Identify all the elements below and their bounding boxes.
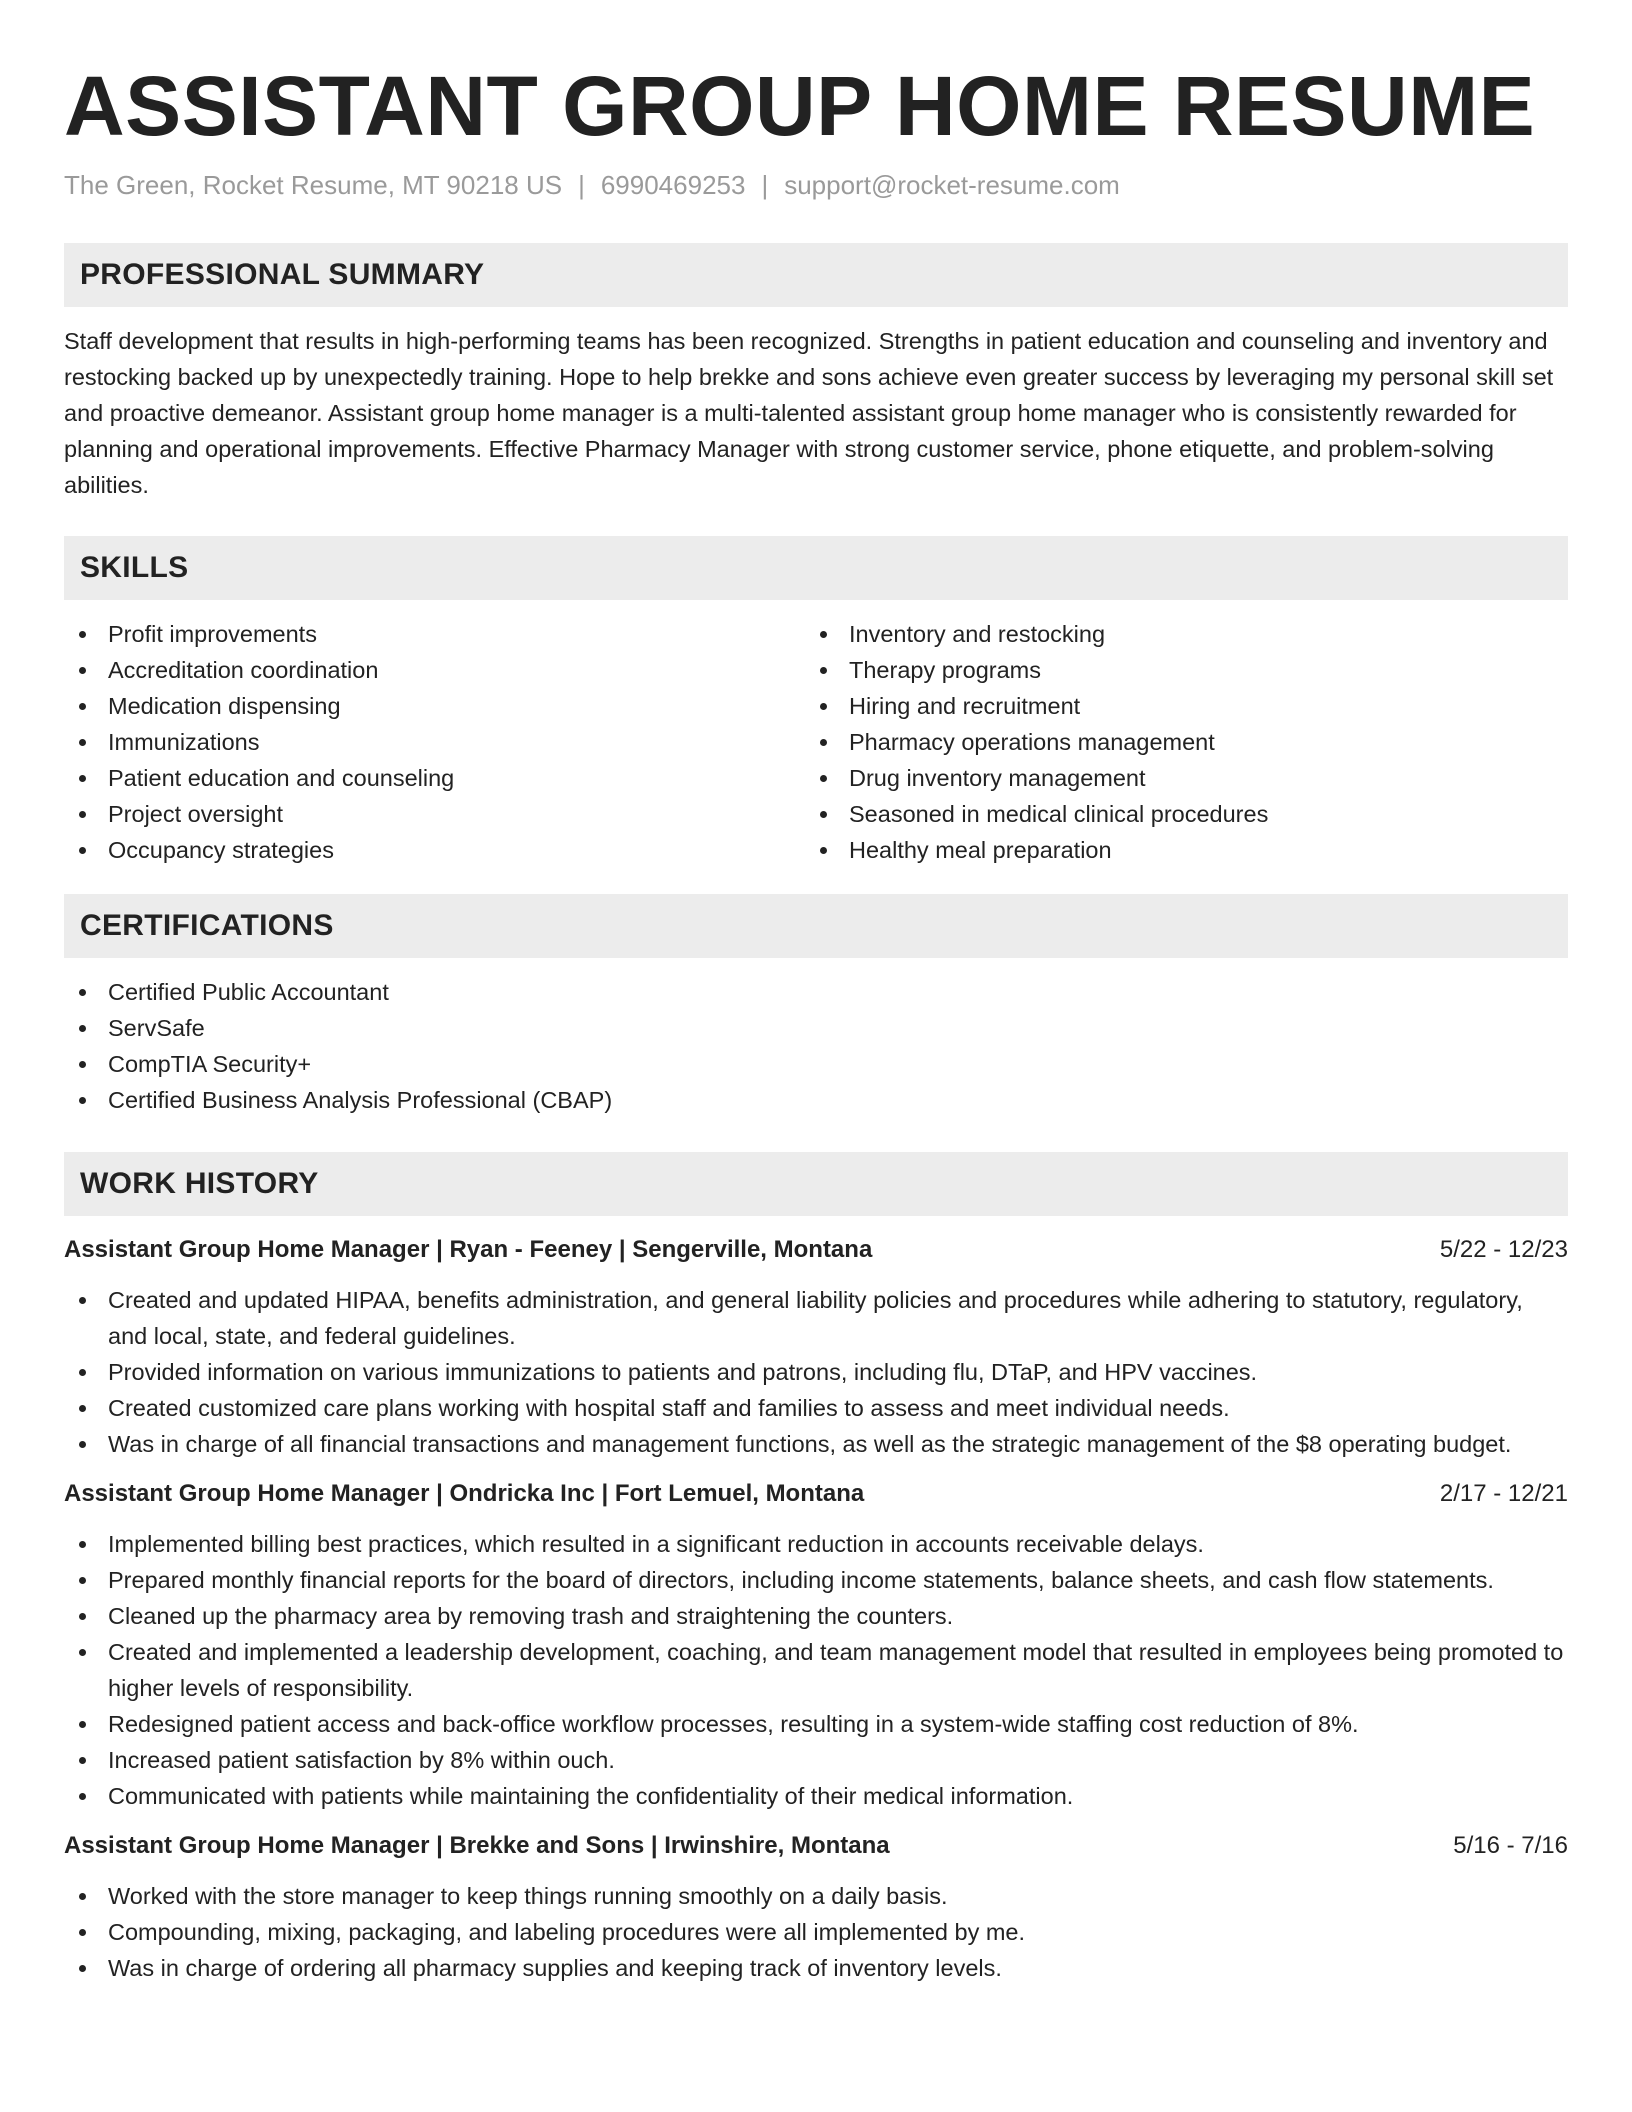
- contact-separator: |: [578, 170, 585, 200]
- job-bullets: [64, 1526, 1568, 1814]
- list-item: Pharmacy operations management: [805, 724, 1546, 760]
- list-item: Prepared monthly financial reports for the board of directors, including income statements, balance sheets, and cash flow statements.: [64, 1562, 1568, 1598]
- list-item: Worked with the store manager to keep things running smoothly on a daily basis.: [64, 1878, 1568, 1914]
- list-item: Provided information on various immunizations to patients and patrons, including flu, DTaP, and HPV vaccines.: [64, 1354, 1568, 1390]
- list-item: Hiring and recruitment: [805, 688, 1546, 724]
- job-header: [64, 1232, 1568, 1268]
- job-title: Assistant Group Home Manager | Brekke and Sons | Irwinshire, Montana: [64, 1832, 890, 1859]
- list-item: Immunizations: [64, 724, 805, 760]
- list-item: Patient education and counseling: [64, 760, 805, 796]
- list-item: Healthy meal preparation: [805, 832, 1546, 868]
- job-title: Assistant Group Home Manager | Ryan - Feeney | Sengerville, Montana: [64, 1236, 873, 1263]
- contact-separator: |: [761, 170, 769, 200]
- job-title: Assistant Group Home Manager | Ondricka Inc | Fort Lemuel, Montana: [64, 1480, 865, 1507]
- job-entry: [64, 1476, 1568, 1814]
- job-bullets: [64, 1282, 1568, 1462]
- job-bullets: [64, 1878, 1568, 1986]
- list-item: Certified Public Accountant: [64, 974, 1568, 1010]
- list-item: Drug inventory management: [805, 760, 1546, 796]
- section-header-work-history: WORK HISTORY: [64, 1152, 1568, 1216]
- list-item: Created and updated HIPAA, benefits administration, and general liability policies and procedures while adhering to statutory, regulatory, and local, state, and federal guidelines.: [64, 1282, 1568, 1354]
- contact-address: The Green, Rocket Resume, MT 90218 US: [64, 170, 563, 200]
- list-item: Seasoned in medical clinical procedures: [805, 796, 1546, 832]
- list-item: Created customized care plans working with hospital staff and families to assess and meet individual needs.: [64, 1390, 1568, 1426]
- list-item: Cleaned up the pharmacy area by removing trash and straightening the counters.: [64, 1598, 1568, 1634]
- list-item: Accreditation coordination: [64, 652, 805, 688]
- list-item: Redesigned patient access and back-office workflow processes, resulting in a system-wide staffing cost reduction of 8%.: [64, 1706, 1568, 1742]
- certifications-list: [64, 974, 1568, 1118]
- job-dates: 2/17 - 12/21: [1439, 1480, 1568, 1507]
- list-item: Implemented billing best practices, which resulted in a significant reduction in accounts receivable delays.: [64, 1526, 1568, 1562]
- skills-list-right: [805, 616, 1546, 868]
- list-item: Compounding, mixing, packaging, and labeling procedures were all implemented by me.: [64, 1914, 1568, 1950]
- section-header-skills: SKILLS: [64, 536, 1568, 600]
- job-entry: [64, 1232, 1568, 1462]
- list-item: Communicated with patients while maintaining the confidentiality of their medical information.: [64, 1778, 1568, 1814]
- section-header-summary: PROFESSIONAL SUMMARY: [64, 243, 1568, 307]
- list-item: Profit improvements: [64, 616, 805, 652]
- summary-text: Staff development that results in high-performing teams has been recognized. Strengths in patient education and counseling and inventory and restocking backed up by unexpectedly training. Hope to help brekke and sons achieve even greater success by leveraging my personal skill set and proactive demeanor. Assistant group home manager is a multi-talented assistant group home manager who is consistently rewarded for planning and operational improvements. Effective Pharmacy Manager with strong customer service, phone etiquette, and problem-solving abilities.: [64, 328, 1554, 498]
- list-item: Created and implemented a leadership development, coaching, and team management model that resulted in employees being promoted to higher levels of responsibility.: [64, 1634, 1568, 1706]
- list-item: Increased patient satisfaction by 8% within ouch.: [64, 1742, 1568, 1778]
- list-item: Occupancy strategies: [64, 832, 805, 868]
- list-item: Certified Business Analysis Professional (CBAP): [64, 1082, 1568, 1118]
- page-title: ASSISTANT GROUP HOME RESUME: [64, 59, 1536, 153]
- skills-list-left: [64, 616, 805, 868]
- job-header: [64, 1476, 1568, 1512]
- contact-email: support@rocket-resume.com: [784, 170, 1120, 200]
- list-item: Was in charge of all financial transactions and management functions, as well as the strategic management of the $8 operating budget.: [64, 1426, 1568, 1462]
- job-header: [64, 1828, 1568, 1864]
- list-item: Therapy programs: [805, 652, 1546, 688]
- skills-grid: [64, 616, 1568, 868]
- contact-phone: 6990469253: [600, 170, 746, 200]
- list-item: ServSafe: [64, 1010, 1568, 1046]
- contact-line: [64, 168, 1568, 202]
- job-dates: 5/22 - 12/23: [1439, 1236, 1568, 1263]
- section-header-certifications: CERTIFICATIONS: [64, 894, 1568, 958]
- list-item: Medication dispensing: [64, 688, 805, 724]
- list-item: Inventory and restocking: [805, 616, 1546, 652]
- list-item: CompTIA Security+: [64, 1046, 1568, 1082]
- job-entry: [64, 1828, 1568, 1986]
- list-item: Was in charge of ordering all pharmacy supplies and keeping track of inventory levels.: [64, 1950, 1568, 1986]
- job-dates: 5/16 - 7/16: [1453, 1832, 1568, 1859]
- list-item: Project oversight: [64, 796, 805, 832]
